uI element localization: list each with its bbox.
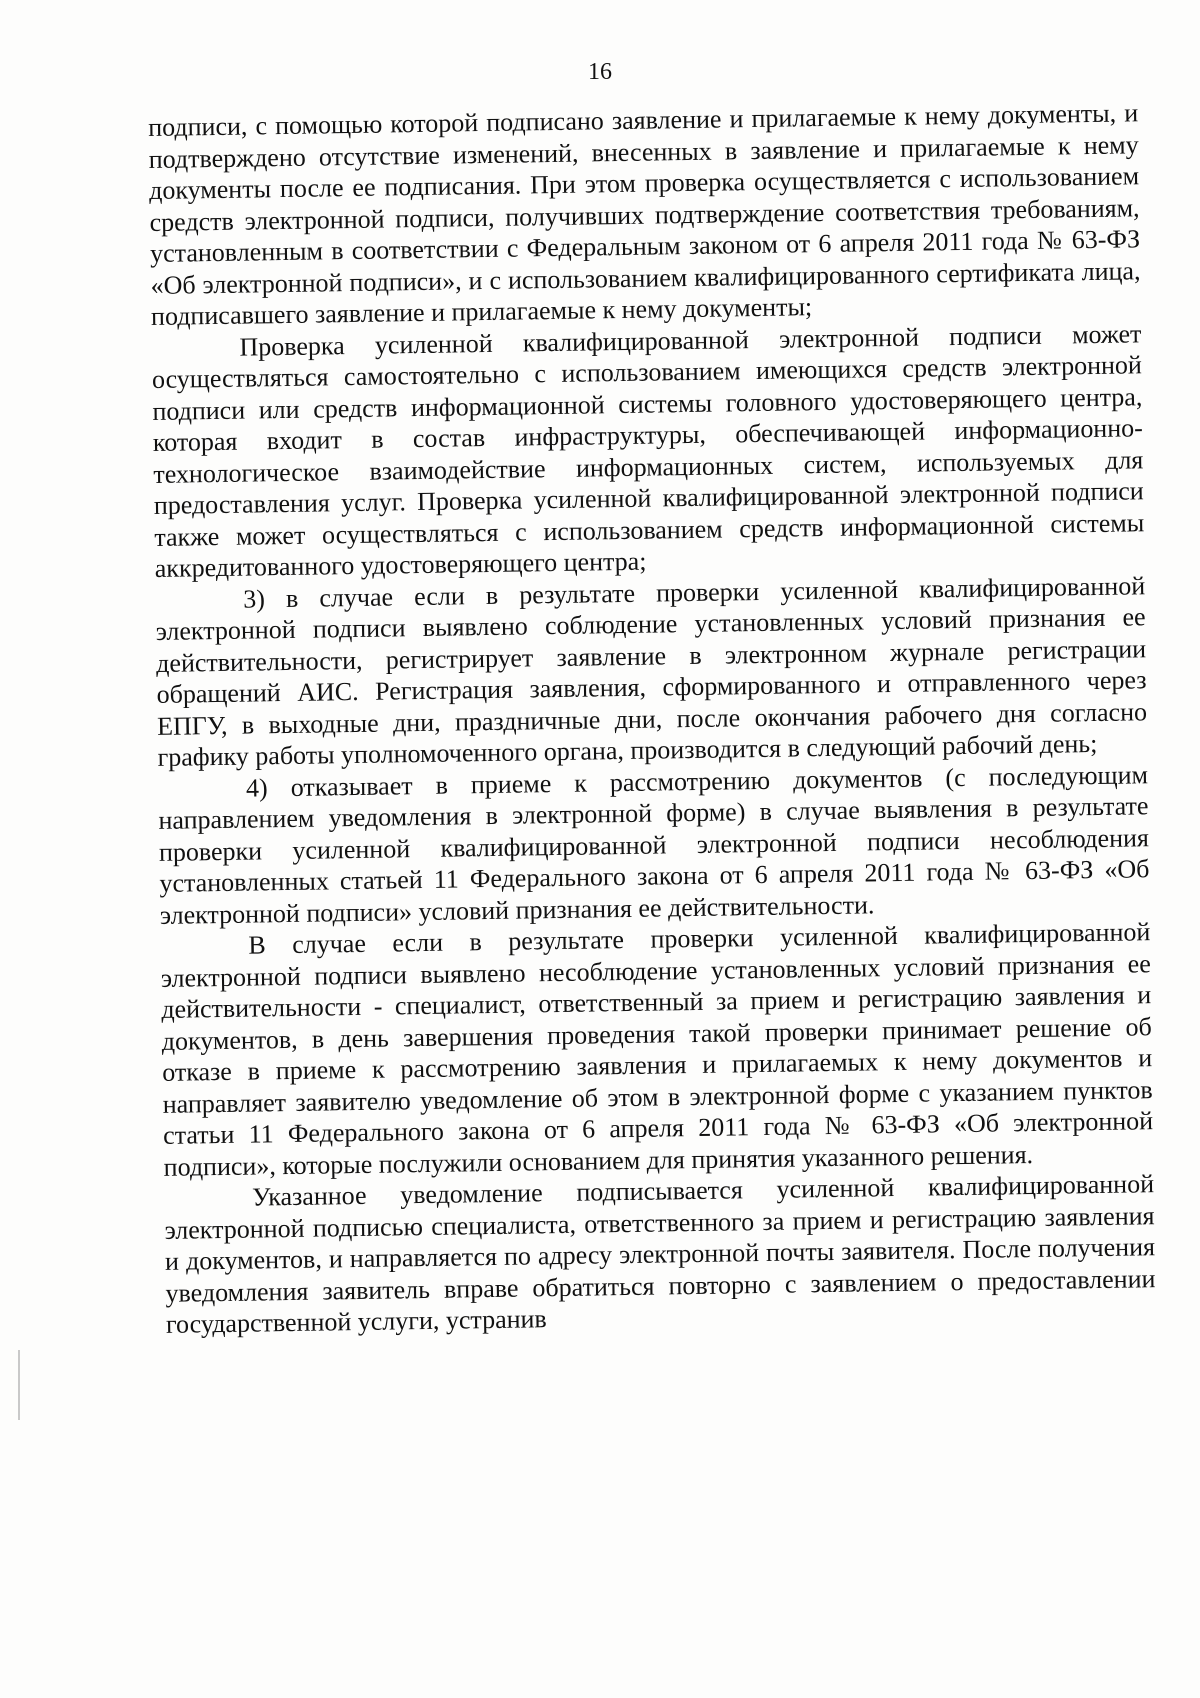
paragraph-verification-means: Проверка усиленной квалифицированной электронной подписи может осуществляться самостоятельно с использованием имеющихся средств электронной подписи или средств информационной системы головного удостоверяющего центра, которая входит в состав инфраструктуры, обеспечивающей информационно-технологическое взаимодействие информационных систем, используемых для предоставления услуг. Проверка усиленной квалифицированной электронной подписи также может осуществляться с использованием средств информационной системы аккредитованного удостоверяющего центра; <box>151 318 1145 583</box>
scan-edge-mark <box>18 1350 20 1420</box>
paragraph-item-3-registration: 3) в случае если в результате проверки усиленной квалифицированной электронной подписи выявлено соблюдение установленных условий признания ее действительности, регистрирует заявление в электронном журнале регистрации обращений АИС. Регистрация заявления, сформированного и отправленного через ЕПГУ, в выходные дни, праздничные дни, после окончания рабочего дня согласно графику работы уполномоченного органа, производится в следующий рабочий день; <box>155 570 1148 772</box>
page-number: 16 <box>588 59 612 85</box>
paragraph-signature-verification: подписи, с помощью которой подписано заявление и прилагаемые к нему документы, и подтверждено отсутствие изменений, внесенных в заявление и прилагаемые к нему документы после ее подписания. При этом проверка осуществляется с использованием средств электронной подписи, получивших подтверждение соответствия требованиям, установленным в соответствии с Федеральным законом от 6 апреля 2011 года № 63-ФЗ «Об электронной подписи», и с использованием квалифицированного сертификата лица, подписавшего заявление и прилагаемые к нему документы; <box>148 98 1141 331</box>
paragraph-item-4-refusal: 4) отказывает в приеме к рассмотрению документов (с последующим направлением уведомления в электронной форме) в случае выявления в результате проверки усиленной квалифицированной электронной подписи несоблюдения установленных статьей 11 Федерального закона от 6 апреля 2011 года № 63-ФЗ «Об электронной подписи» условий признания ее действительности. <box>158 759 1150 930</box>
document-body <box>148 97 1156 1340</box>
paragraph-refusal-decision: В случае если в результате проверки усиленной квалифицированной электронной подписи выявлено несоблюдение установленных условий признания ее действительности - специалист, ответственный за прием и регистрацию заявления и документов, в день завершения проведения такой проверки принимает решение об отказе в приеме к рассмотрению заявления и прилагаемых к нему документов и направляет заявителю уведомление об этом в электронной форме с указанием пунктов статьи 11 Федерального закона от 6 апреля 2011 года № 63-ФЗ «Об электронной подписи», которые послужили основанием для принятия указанного решения. <box>160 917 1154 1182</box>
paragraph-notification: Указанное уведомление подписывается усиленной квалифицированной электронной подписью специалиста, ответственного за прием и регистрацию заявления и документов, и направляется по адресу электронной почты заявителя. После получения уведомления заявитель вправе обратиться повторно с заявлением о предоставлении государственной услуги, устранив <box>164 1169 1156 1339</box>
